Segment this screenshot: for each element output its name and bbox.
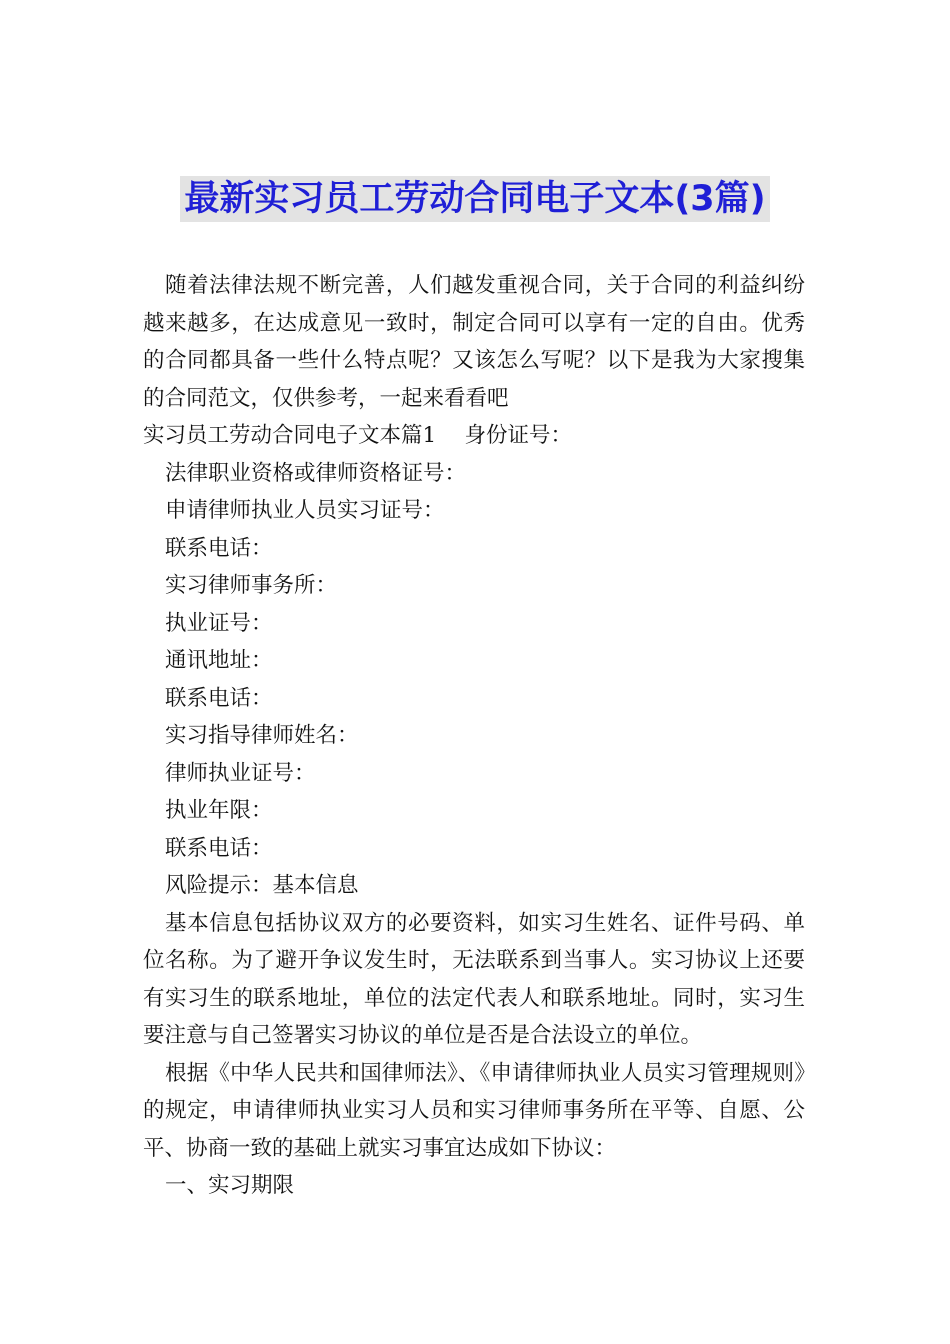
- field-line: 实习律师事务所：: [165, 573, 338, 598]
- risk-tip-line: 风险提示：基本信息: [165, 873, 359, 898]
- field-line: 通讯地址：: [165, 648, 273, 673]
- field-line: 联系电话：: [165, 685, 273, 711]
- field-line: 实习指导律师姓名：: [165, 723, 359, 748]
- section-heading: 实习员工劳动合同电子文本篇1 身份证号：: [143, 423, 573, 448]
- field-line: 法律职业资格或律师资格证号：: [165, 460, 467, 486]
- title-container: [0, 176, 950, 222]
- document-title: 最新实习员工劳动合同电子文本(3篇): [180, 176, 769, 222]
- field-line: 申请律师执业人员实习证号：: [165, 498, 445, 523]
- field-line: 联系电话：: [165, 835, 273, 861]
- law-paragraph: 根据《中华人民共和国律师法》、《申请律师执业人员实习管理规则》的规定，申请律师执业实习人员和实习律师事务所在平等、自愿、公平、协商一致的基础上就实习事宜达成如下协议：: [143, 1060, 805, 1161]
- field-line: 执业年限：: [165, 798, 273, 823]
- info-paragraph: 基本信息包括协议双方的必要资料，如实习生姓名、证件号码、单位名称。为了避开争议发生时，无法联系到当事人。实习协议上还要有实习生的联系地址，单位的法定代表人和联系地址。同时，实习生要注意与自己签署实习协议的单位是否是合法设立的单位。: [143, 910, 805, 1048]
- clause-heading: 一、实习期限: [165, 1173, 295, 1198]
- field-line: 执业证号：: [165, 610, 273, 636]
- field-line: 联系电话：: [165, 535, 273, 561]
- field-line: 律师执业证号：: [165, 760, 316, 786]
- document-body: [143, 267, 805, 1205]
- intro-paragraph: 随着法律法规不断完善，人们越发重视合同，关于合同的利益纠纷越来越多，在达成意见一致时，制定合同可以享有一定的自由。优秀的合同都具备一些什么特点呢？又该怎么写呢？以下是我为大家搜集的合同范文，仅供参考，一起来看看吧: [143, 273, 805, 411]
